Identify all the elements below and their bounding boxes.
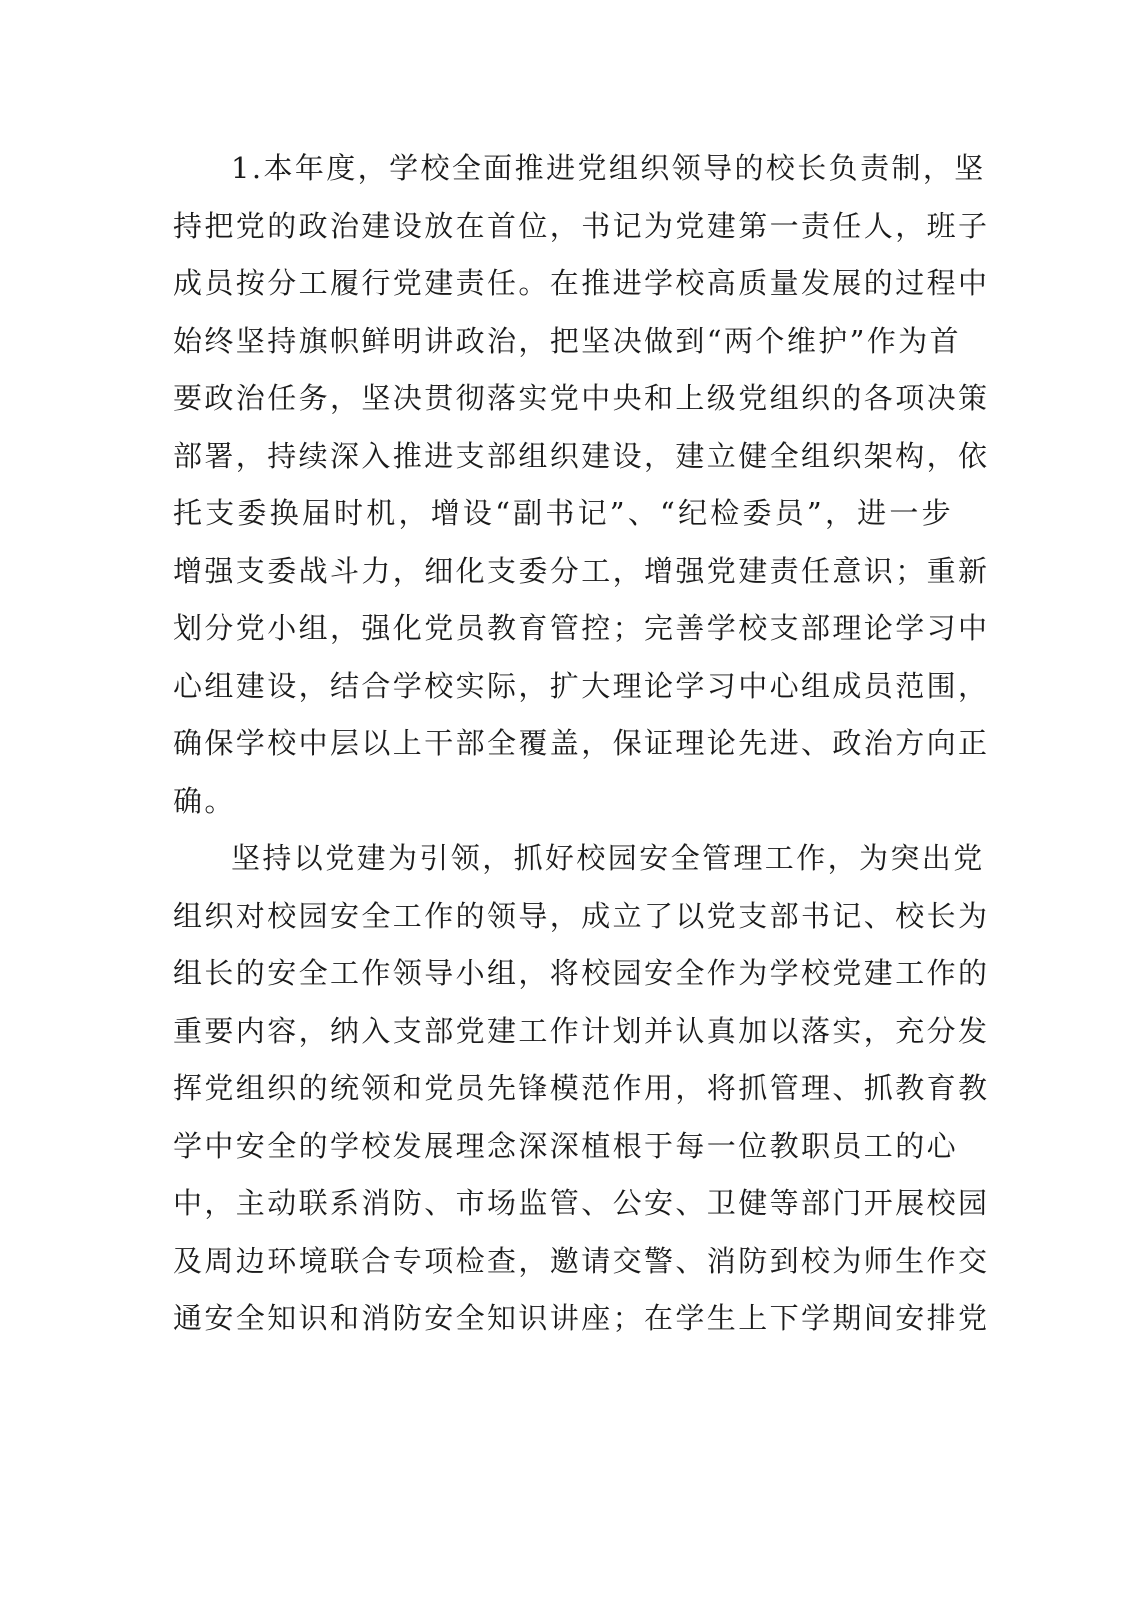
paragraph-2 — [173, 830, 990, 1348]
text-line: 重要内容，纳入支部党建工作计划并认真加以落实，充分发 — [173, 1013, 990, 1048]
text-line: 确保学校中层以上干部全覆盖，保证理论先进、政治方向正 — [173, 726, 990, 760]
text-line: 增强支委战斗力，细化支委分工，增强党建责任意识；重新 — [173, 553, 990, 588]
text-line: 确。 — [173, 783, 236, 818]
text-line: 挥党组织的统领和党员先锋模范作用，将抓管理、抓教育教 — [173, 1071, 990, 1105]
text-line: 要政治任务，坚决贯彻落实党中央和上级党组织的各项决策 — [173, 381, 990, 415]
text-line: 部署，持续深入推进支部组织建设，建立健全组织架构，依 — [173, 438, 990, 473]
text-line: 心组建设，结合学校实际，扩大理论学习中心组成员范围， — [173, 668, 990, 703]
text-line: 划分党小组，强化党员教育管控；完善学校支部理论学习中 — [173, 611, 990, 645]
text-line: 成员按分工履行党建责任。在推进学校高质量发展的过程中 — [173, 266, 990, 300]
text-line: 学中安全的学校发展理念深深植根于每一位教职员工的心 — [173, 1128, 959, 1163]
document-body — [173, 140, 990, 1348]
text-line: 及周边环境联合专项检查，邀请交警、消防到校为师生作交 — [173, 1243, 990, 1278]
text-line: 持把党的政治建设放在首位，书记为党建第一责任人，班子 — [173, 208, 990, 243]
text-line: 托支委换届时机，增设“副书记”、“纪检委员”，进一步 — [173, 496, 953, 530]
text-line: 坚持以党建为引领，抓好校园安全管理工作，为突出党 — [231, 841, 985, 875]
paragraph-1 — [173, 140, 990, 830]
text-line: 始终坚持旗帜鲜明讲政治，把坚决做到“两个维护”作为首 — [173, 323, 962, 358]
text-line: 1.本年度，学校全面推进党组织领导的校长负责制，坚 — [231, 151, 986, 185]
text-line: 组长的安全工作领导小组，将校园安全作为学校党建工作的 — [173, 956, 990, 990]
text-line: 中，主动联系消防、市场监管、公安、卫健等部门开展校园 — [173, 1186, 990, 1220]
text-line: 组织对校园安全工作的领导，成立了以党支部书记、校长为 — [173, 898, 990, 933]
text-line: 通安全知识和消防安全知识讲座；在学生上下学期间安排党 — [173, 1301, 990, 1335]
